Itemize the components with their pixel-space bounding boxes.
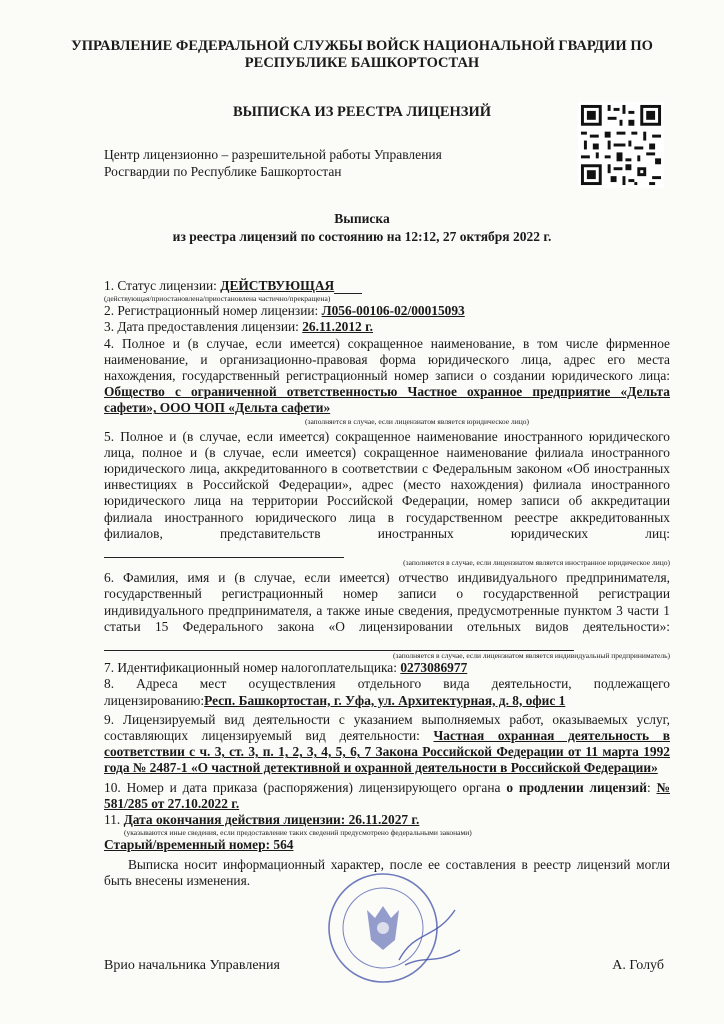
signer-title: Врио начальника Управления — [104, 958, 280, 973]
item-11: 11. Дата окончания действия лицензии: 26.11.2027 г. — [104, 812, 420, 828]
qr-code — [578, 102, 664, 188]
item-8: 8. Адреса мест осуществления отдельного вида деятельности, подлежащего лицензированию:Респ. Башкортостан, г. Уфа, ул. Архитектурная, д. 8, офис 1 — [104, 676, 670, 708]
issuing-department — [104, 146, 442, 180]
item-6-hint: (заполняется в случае, если лицензиатом является индивидуальный предприниматель) — [393, 651, 670, 661]
document-title: ВЫПИСКА ИЗ РЕЕСТРА ЛИЦЕНЗИЙ — [232, 104, 492, 120]
item-5-hint: (заполняется в случае, если лицензиатом является иностранное юридическое лицо) — [403, 558, 670, 568]
item-1: 1. Статус лицензии: ДЕЙСТВУЮЩАЯ — [104, 278, 670, 294]
official-seal — [315, 870, 465, 990]
item-11-hint: (указываются иные сведения, если предоставление таких сведений предусмотрено федеральными законами) — [124, 828, 472, 838]
extract-title: Выписка — [334, 211, 390, 226]
item-6: 6. Фамилия, имя и (в случае, если имеется) отчество индивидуального предпринимателя, государственный регистрационный номер записи о государственной регистрации индивидуального предпринимателя, а также иные сведения, предусмотренные пунктом 3 части 1 статьи 15 Федерального закона «О лицензировании отельных видов деятельности»: — [104, 570, 670, 651]
item-3: 3. Дата предоставления лицензии: 26.11.2012 г. — [104, 319, 374, 335]
licensed-activity: Частная охранная деятельность в соответствии с ч. 3, ст. 3, п. 1, 2, 3, 4, 5, 6, 7 Закона Российской Федерации от 11 марта 1992 года № 2487-1 «О частной детективной и охранной деятельности в Российской Федерации» — [104, 728, 670, 776]
extract-heading — [0, 210, 724, 246]
license-details — [104, 278, 670, 889]
department-line-2: Росгвардии по Республике Башкортостан — [104, 164, 342, 179]
document-header: УПРАВЛЕНИЕ ФЕДЕРАЛЬНОЙ СЛУЖБЫ ВОЙСК НАЦИОНАЛЬНОЙ ГВАРДИИ ПО РЕСПУБЛИКЕ БАШКОРТОСТАН — [71, 38, 653, 71]
license-expiry: Дата окончания действия лицензии: 26.11.2027 г. — [123, 812, 420, 828]
item-4-hint: (заполняется в случае, если лицензиатом является юридическое лицо) — [304, 416, 529, 426]
extract-subtitle: из реестра лицензий по состоянию на 12:12, 27 октября 2022 г. — [172, 229, 552, 244]
company-name: Общество с ограниченной ответственностью Частное охранное предприятие «Дельта сафети», ООО ЧОП «Дельта сафети» — [104, 384, 670, 416]
item-10: 10. Номер и дата приказа (распоряжения) лицензирующего органа о продлении лицензий: № 581/285 от 27.10.2022 г. — [104, 779, 670, 811]
item-7: 7. Идентификационный номер налогоплательщика: 0273086977 — [104, 660, 468, 676]
disclaimer-note: Выписка носит информационный характер, после ее составления в реестр лицензий могли быть внесены изменения. — [104, 856, 670, 888]
item-4: 4. Полное и (в случае, если имеется) сокращенное наименование, в том числе фирменное наименование, и организационно-правовая форма юридического лица, адрес его места нахождения, государственный регистрационный номер записи о создании юридического лица: Общество с ограниченной ответственностью Частное охранное предприятие «Дельта сафети», ООО ЧОП «Дельта сафети» — [104, 335, 670, 416]
item-2: 2. Регистрационный номер лицензии: Л056-00106-02/00015093 — [104, 303, 465, 319]
registration-number: Л056-00106-02/00015093 — [321, 303, 465, 319]
license-issue-date: 26.11.2012 г. — [302, 319, 374, 335]
item-9: 9. Лицензируемый вид деятельности с указанием выполняемых работ, оказываемых услуг, составляющих лицензируемый вид деятельности: Частная охранная деятельность в соответствии с ч. 3, ст. 3, п. 1, 2, 3, 4, 5, 6, 7 Закона Российской Федерации от 11 марта 1992 года № 2487-1 «О частной детективной и охранной деятельности в Российской Федерации» — [104, 711, 670, 776]
old-number: Старый/временный номер: 564 — [104, 837, 294, 853]
item-5: 5. Полное и (в случае, если имеется) сокращенное наименование иностранного юридического лица, полное и (в случае, если имеется) сокращенное наименование филиала иностранного юридического лица, аккредитованного в соответствии с Федеральным законом «Об иностранных инвестициях в Российской Федерации», адрес (место нахождения) филиала иностранного юридического лица на территории Российской Федерации, номер записи об аккредитации филиала иностранного юридического лица в государственном реестре аккредитованных филиалов, представительств иностранных юридических лиц: — [104, 429, 670, 559]
department-line-1: Центр лицензионно – разрешительной работы Управления — [104, 147, 442, 162]
item-1-hint: (действующая/приостановлена/приостановлена частично/прекращена) — [104, 294, 331, 304]
signer-name: А. Голуб — [612, 958, 664, 973]
activity-address: Респ. Башкортостан, г. Уфа, ул. Архитектурная, д. 8, офис 1 — [204, 692, 566, 708]
license-status: ДЕЙСТВУЮЩАЯ — [220, 278, 335, 293]
taxpayer-id: 0273086977 — [400, 660, 468, 676]
order-number: № 581/285 от 27.10.2022 г. — [104, 779, 670, 811]
